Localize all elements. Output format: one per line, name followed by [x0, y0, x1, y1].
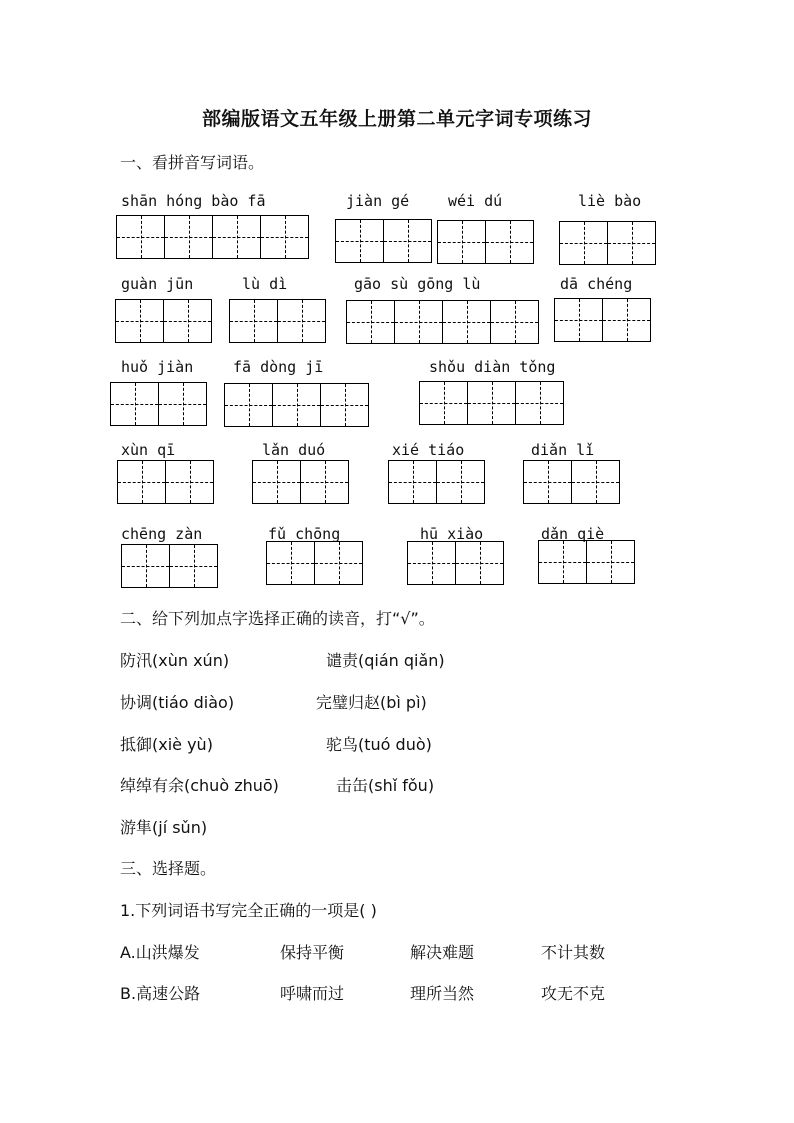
writing-grid[interactable]: [252, 460, 348, 504]
pinyin-label: dā chéng: [560, 275, 633, 293]
writing-grid[interactable]: [229, 299, 325, 343]
reading-choice[interactable]: 谴责(qián qiǎn): [326, 651, 445, 670]
reading-choice[interactable]: 抵御(xiè yù): [120, 735, 213, 754]
section3-heading: 三、选择题。: [120, 859, 217, 878]
reading-choice[interactable]: 游隼(jí sǔn): [120, 818, 208, 837]
writing-grid[interactable]: [116, 215, 308, 259]
writing-grid[interactable]: [554, 298, 650, 342]
writing-grid[interactable]: [335, 219, 431, 263]
writing-grid[interactable]: [115, 299, 211, 343]
writing-grid[interactable]: [346, 300, 538, 344]
option-a-word[interactable]: A.山洪爆发: [120, 943, 200, 962]
pinyin-label: guàn jūn: [121, 275, 194, 293]
writing-grid[interactable]: [117, 460, 213, 504]
writing-grid[interactable]: [419, 381, 563, 425]
pinyin-label: xié tiáo: [392, 441, 465, 459]
section2-heading: 二、给下列加点字选择正确的读音，打“√”。: [120, 609, 435, 628]
pinyin-label: huǒ jiàn: [121, 358, 194, 376]
reading-choice[interactable]: 绰绰有余(chuò zhuō): [120, 776, 279, 795]
pinyin-label: shǒu diàn tǒng: [429, 358, 556, 376]
option-b-word: 理所当然: [410, 984, 475, 1003]
writing-grid[interactable]: [559, 221, 655, 265]
writing-grid[interactable]: [224, 383, 368, 427]
writing-grid[interactable]: [110, 382, 206, 426]
pinyin-label: fǔ chōng: [268, 525, 341, 543]
pinyin-label: gāo sù gōng lù: [354, 275, 481, 293]
pinyin-label: diǎn lǐ: [531, 441, 595, 459]
pinyin-label: shān hóng bào fā: [121, 192, 266, 210]
reading-choice[interactable]: 防汛(xùn xún): [120, 651, 230, 670]
option-a-word: 保持平衡: [280, 943, 345, 962]
writing-grid[interactable]: [523, 460, 619, 504]
pinyin-label: dǎn qiè: [541, 525, 605, 543]
reading-choice[interactable]: 击缶(shǐ fǒu): [336, 776, 435, 795]
section1-heading: 一、看拼音写词语。: [120, 153, 265, 172]
writing-grid[interactable]: [266, 541, 362, 585]
writing-grid[interactable]: [121, 544, 217, 588]
reading-choice[interactable]: 驼鸟(tuó duò): [326, 735, 432, 754]
reading-choice[interactable]: 协调(tiáo diào): [120, 693, 235, 712]
pinyin-label: wéi dú: [448, 192, 503, 210]
writing-grid[interactable]: [388, 460, 484, 504]
pinyin-label: lù dì: [242, 275, 288, 293]
pinyin-label: hū xiào: [420, 525, 484, 543]
writing-grid[interactable]: [407, 541, 503, 585]
question-1: 1.下列词语书写完全正确的一项是( ): [120, 901, 377, 920]
option-b-word[interactable]: B.高速公路: [120, 984, 201, 1003]
option-b-word: 攻无不克: [541, 984, 606, 1003]
pinyin-label: chēng zàn: [121, 525, 203, 543]
option-a-word: 解决难题: [410, 943, 475, 962]
pinyin-label: liè bào: [578, 192, 642, 210]
writing-grid[interactable]: [437, 220, 533, 264]
option-a-word: 不计其数: [541, 943, 606, 962]
page-title: 部编版语文五年级上册第二单元字词专项练习: [201, 108, 592, 130]
writing-grid[interactable]: [538, 540, 634, 584]
reading-choice[interactable]: 完璧归赵(bì pì): [316, 693, 427, 712]
option-b-word: 呼啸而过: [280, 984, 345, 1003]
pinyin-label: xùn qī: [121, 441, 176, 459]
pinyin-label: fā dòng jī: [233, 358, 324, 376]
pinyin-label: jiàn gé: [346, 192, 410, 210]
pinyin-label: lǎn duó: [262, 441, 326, 459]
